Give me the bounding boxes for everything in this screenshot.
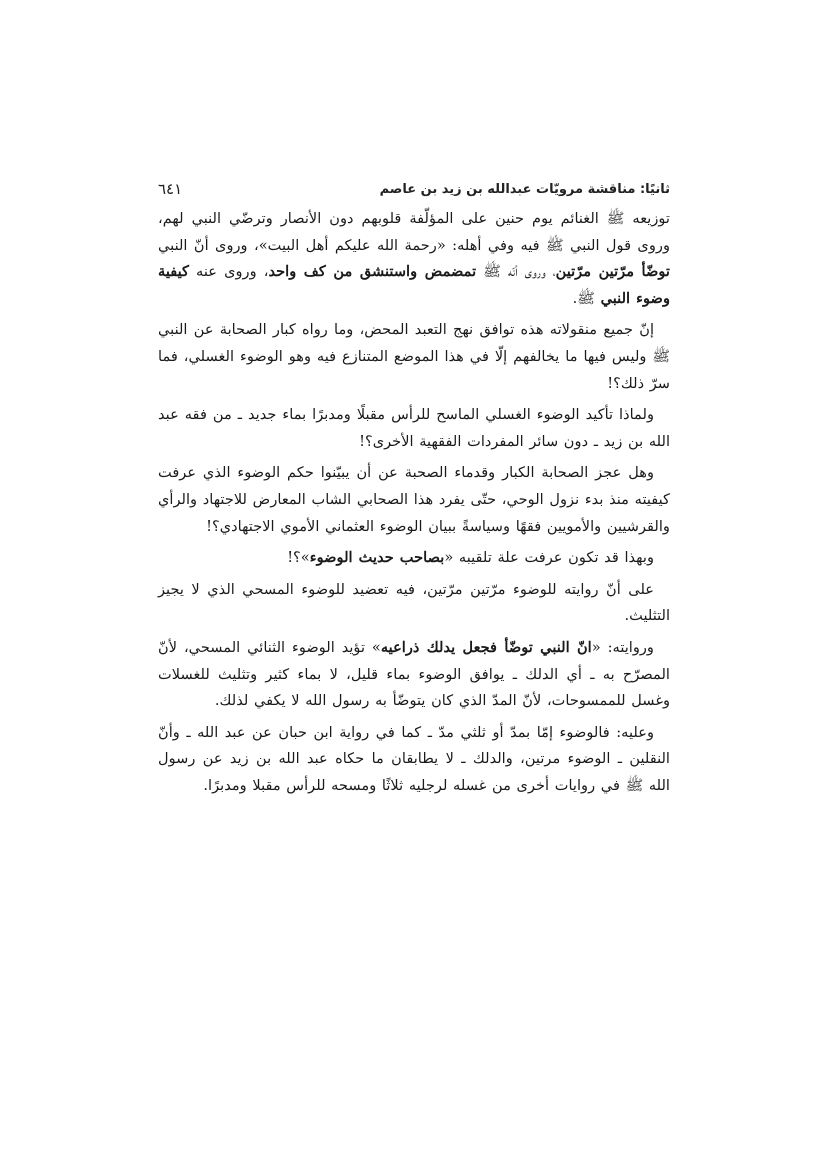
text-segment: وهل عجز الصحابة الكبار وقدماء الصحبة عن أن يبيّنوا حكم الوضوء الذي عرفت كيفيته منذ بدء نزول الوحي، حتّى يفرد هذا الصحابي الشاب المعارض للاجتهاد والرأي والقرشيين والأمويين فقهًا وسياسةً ببيان الوضوء العثماني الأموي الاجتهادي؟! xyxy=(158,464,670,535)
text-segment: ، وروى أنّه ﷺ xyxy=(476,263,556,281)
text-segment: ولماذا تأكيد الوضوء الغسلي الماسح للرأس مقبلًا ومدبرًا بماء جديد ـ من فقه عبد الله بن زيد ـ دون سائر المفردات الفقهية الأخرى؟! xyxy=(158,406,670,450)
paragraph xyxy=(158,206,670,312)
text-segment: »؟! xyxy=(287,549,310,567)
text-segment: » تؤيد الوضوء الثنائي المسحي، لأنّ المصرّح به ـ أي الدلك ـ يوافق الوضوء بماء قليل، لا بماء كثير وتثليث للغسلات وغسل للممسوحات، لأنّ المدّ الذي كان يتوضّأ به رسول الله لا يكفي لذلك. xyxy=(158,638,670,710)
text-segment: وروايته: « xyxy=(591,638,654,656)
bold-text: كيفية وضوء النبي xyxy=(158,263,670,307)
running-header xyxy=(158,178,670,206)
bold-text: توضّأ مرّتين مرّتين xyxy=(555,263,670,281)
text-segment: ﷺ. xyxy=(572,289,601,307)
paragraph xyxy=(158,720,670,800)
paragraph xyxy=(158,317,670,397)
paragraph xyxy=(158,402,670,455)
bold-text: انّ النبي توضّأ فجعل يدلك ذراعيه xyxy=(380,638,592,656)
text-segment: إنّ جميع منقولاته هذه توافق نهج التعبد المحض، وما رواه كبار الصحابة عن النبي ﷺ وليس فيها ما يخالفهم إلّا في هذا الموضع المتنازع فيه وهو الوضوء الغسلي، فما سرّ ذلك؟! xyxy=(158,321,670,392)
paragraph xyxy=(158,635,670,715)
text-segment: ، وروى عنه xyxy=(188,263,269,281)
page-body xyxy=(158,178,670,804)
text-segment: على أنّ روايته للوضوء مرّتين مرّتين، فيه تعضيد للوضوء المسحي الذي لا يجيز التثليث. xyxy=(158,580,670,625)
bold-text: بصاحب حديث الوضوء xyxy=(309,549,445,567)
paragraph xyxy=(158,460,670,540)
paragraph xyxy=(158,577,670,630)
page-number: ٦٤١ xyxy=(158,180,183,198)
chapter-title: ثانيًا: مناقشة مرويّات عبدالله بن زيد بن عاصم xyxy=(379,182,670,197)
text-segment: وعليه: فالوضوء إمّا بمدّ أو ثلثي مدّ ـ كما في رواية ابن حبان عن عبد الله ـ وأنّ النقلين ـ الوضوء مرتين، والدلك ـ لا يطابقان ما حكاه عبد الله بن زيد عن رسول الله ﷺ في روايات أخرى من غسله لرجليه ثلاثًا ومسحه للرأس مقبلا ومدبرًا. xyxy=(158,723,670,794)
text-segment: توزيعه ﷺ الغنائم يوم حنين على المؤلّفة قلوبهم دون الأنصار وترضّي النبي لهم، وروى قول النبي ﷺ فيه وفي أهله: «رحمة الله عليكم أهل البيت»، وروى أنّ النبي xyxy=(158,210,670,254)
bold-text: تمضمض واستنشق من كف واحد xyxy=(268,263,477,281)
paragraph xyxy=(158,545,670,572)
text-segment: وبهذا قد تكون عرفت علة تلقيبه « xyxy=(444,549,654,567)
